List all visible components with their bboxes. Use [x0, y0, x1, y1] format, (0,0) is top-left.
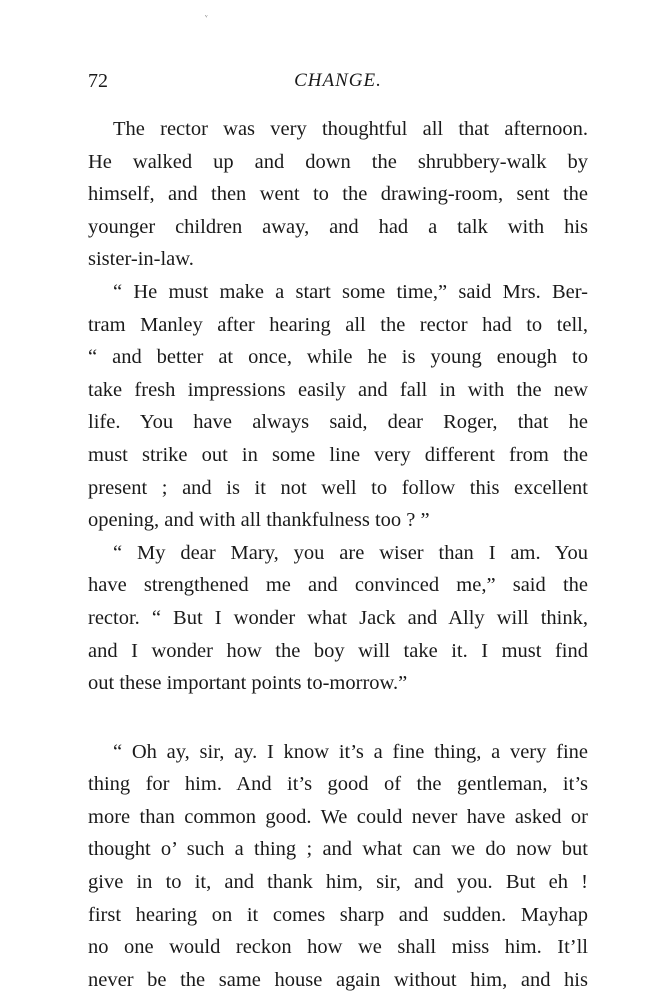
text-line: “ and better at once, while he is young enough to: [88, 346, 588, 369]
text-line: no one would reckon how we shall miss him. It’ll: [88, 936, 588, 959]
text-line: thing for him. And it’s good of the gentleman, it’s: [88, 773, 588, 796]
text-line: He walked up and down the shrubbery-walk by: [88, 150, 588, 173]
text-line: more than common good. We could never have asked or: [88, 805, 588, 828]
text-line: present ; and is it not well to follow this excellent: [88, 476, 588, 499]
text-line: rector. “ But I wonder what Jack and Ally will think,: [88, 606, 588, 629]
text-line: and I wonder how the boy will take it. I must find: [88, 639, 588, 662]
text-line: life. You have always said, dear Roger, that he: [88, 411, 588, 434]
paragraph-2: [88, 276, 588, 537]
text-line: The rector was very thoughtful all that afternoon.: [113, 118, 588, 140]
page-header: [88, 70, 588, 94]
text-line: must strike out in some line very different from the: [88, 443, 588, 466]
text-line: himself, and then went to the drawing-room, sent the: [88, 183, 588, 206]
text-line: younger children away, and had a talk with his: [88, 215, 588, 238]
text-line: out these important points to-morrow.”: [88, 672, 408, 695]
body-text: [88, 113, 588, 996]
text-line: thought o’ such a thing ; and what can we do now but: [88, 838, 588, 861]
paragraph-1: [88, 113, 588, 276]
text-line: tram Manley after hearing all the rector had to tell,: [88, 313, 588, 336]
text-line: “ He must make a start some time,” said Mrs. Ber-: [113, 280, 588, 303]
running-head: CHANGE.: [294, 70, 382, 91]
page-speck: ᵛ: [205, 12, 208, 22]
text-line: first hearing on it comes sharp and sudden. Mayhap: [88, 903, 588, 926]
text-line: “ Oh ay, sir, ay. I know it’s a fine thing, a very fine: [113, 740, 588, 763]
text-line: “ My dear Mary, you are wiser than I am. You: [113, 541, 588, 564]
text-line: sister-in-law.: [88, 248, 194, 271]
text-line: give in to it, and thank him, sir, and you. But eh !: [88, 871, 588, 894]
text-line: have strengthened me and convinced me,” said the: [88, 574, 588, 597]
page-number: 72: [88, 70, 108, 92]
text-line: opening, and with all thankfulness too ? ”: [88, 509, 430, 532]
section-break: [88, 700, 588, 736]
paragraph-4: [88, 736, 588, 997]
paragraph-3: [88, 537, 588, 700]
text-line: take fresh impressions easily and fall in with the new: [88, 378, 588, 401]
text-line: never be the same house again without him, and his: [88, 968, 588, 991]
